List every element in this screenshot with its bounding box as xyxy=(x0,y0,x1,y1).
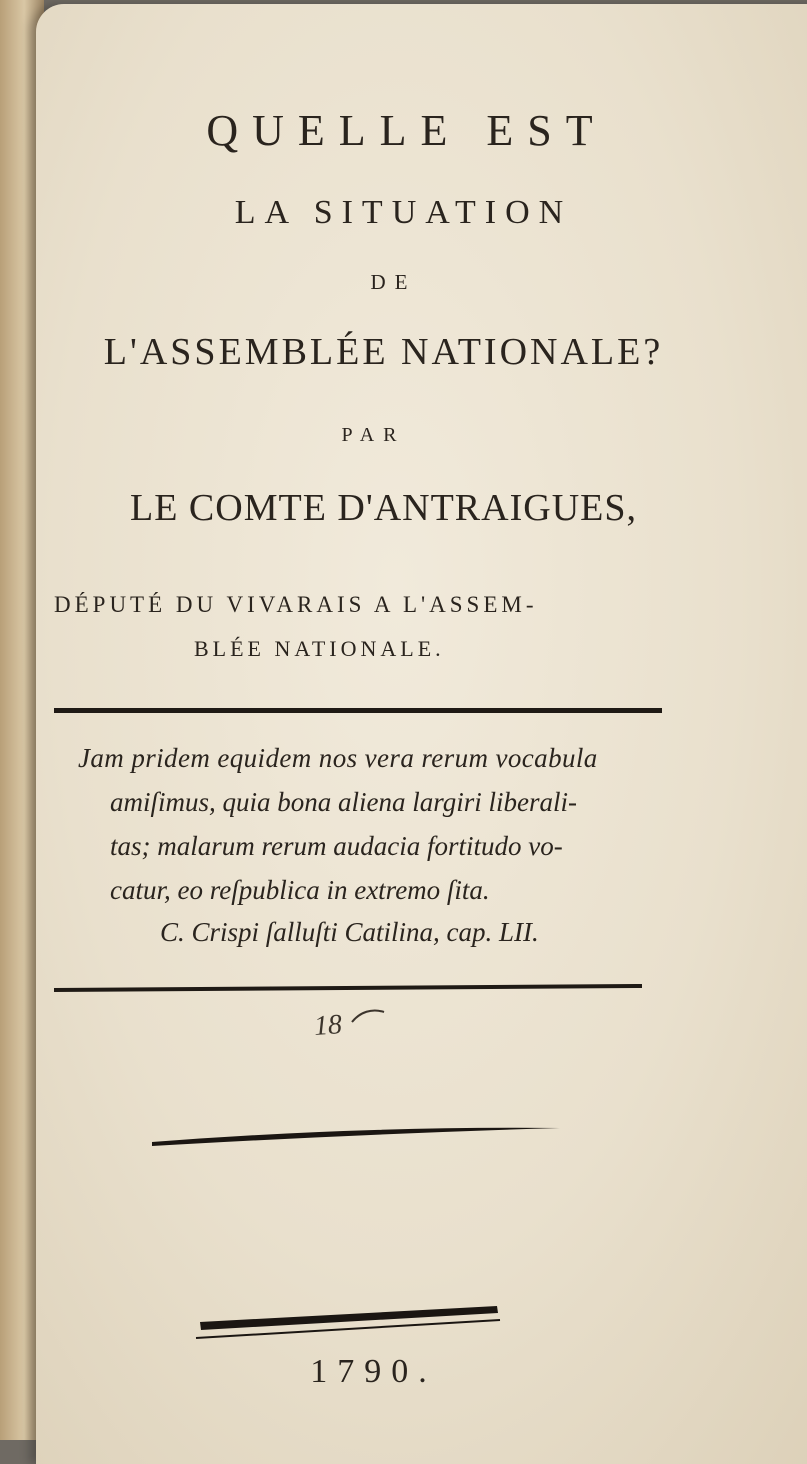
epigraph-source: C. Crispi ſalluſti Catilina, cap. LII. xyxy=(160,917,539,947)
author-name: LE COMTE D'ANTRAIGUES, xyxy=(130,487,637,529)
author-preposition: PAR xyxy=(341,424,406,446)
author-role-line-2: BLÉE NATIONALE. xyxy=(194,636,445,661)
title-line-2: LA SITUATION xyxy=(234,194,573,231)
publication-year: 1790. xyxy=(310,1353,437,1390)
epigraph-line-3: tas; malarum rerum audacia fortitudo vo- xyxy=(110,831,563,861)
epigraph-line-2: amiſimus, quia bona aliena largiri liberali- xyxy=(110,787,578,817)
title-line-1: QUELLE EST xyxy=(206,106,607,155)
author-role-line-1: DÉPUTÉ DU VIVARAIS A L'ASSEM- xyxy=(54,592,538,617)
epigraph-line-4: catur, eo reſpublica in extremo ſita. xyxy=(110,875,490,905)
title-line-3: DE xyxy=(370,270,417,294)
epigraph-line-1: Jam pridem equidem nos vera rerum vocabula xyxy=(78,743,598,773)
title-line-4: L'ASSEMBLÉE NATIONALE? xyxy=(103,331,664,373)
imprint-rule-thick xyxy=(200,1306,498,1330)
tapered-rule xyxy=(152,1128,560,1146)
handwritten-flourish xyxy=(352,1010,384,1022)
handwritten-note: 18 xyxy=(312,1009,344,1042)
